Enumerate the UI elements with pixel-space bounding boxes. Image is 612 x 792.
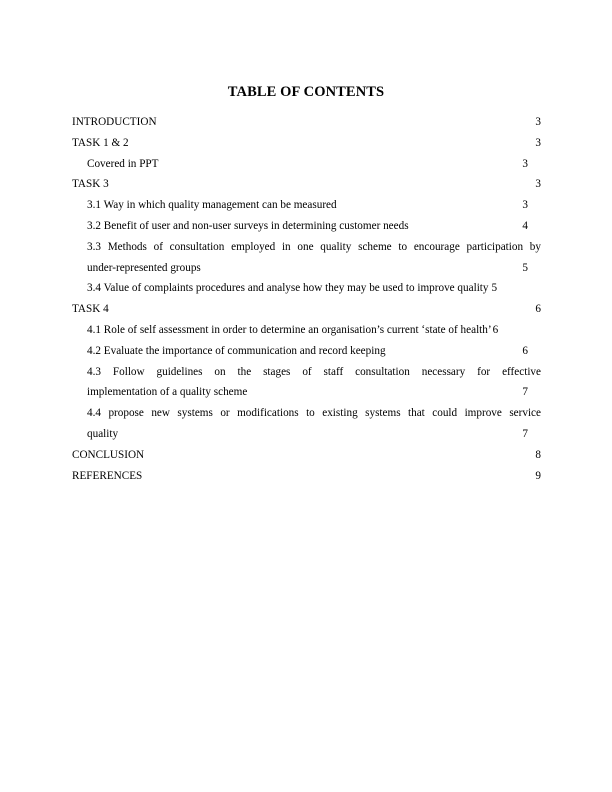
toc-entry-4-1[interactable] [72, 320, 528, 341]
toc-entry-label: 3.4 Value of complaints procedures and analyse how they may be used to improve quality [87, 282, 489, 295]
toc-page-number: 3 [535, 136, 541, 149]
toc-page-number: 5 [522, 261, 528, 274]
toc-entry-label-line1: 4.4 propose new systems or modifications to existing systems that could improve service [87, 407, 541, 420]
toc-page-number: 6 [535, 303, 541, 316]
toc-entry-label: 3.1 Way in which quality management can be measured [87, 199, 337, 212]
toc-entry-line2 [72, 424, 528, 445]
toc-page-number: 6 [492, 323, 499, 336]
toc-entry-introduction[interactable] [72, 112, 541, 133]
toc-entry-label-line1: 4.3 Follow guidelines on the stages of staff consultation necessary for effective [87, 365, 541, 378]
toc-entry-label: 4.2 Evaluate the importance of communication and record keeping [87, 344, 386, 357]
toc-page-number: 9 [535, 469, 541, 482]
toc-entry-3-3[interactable] [72, 237, 541, 279]
toc-entry-task-1-2[interactable] [72, 133, 541, 154]
toc-entry-label: 4.1 Role of self assessment in order to determine an organisation’s current ‘state of health’ [87, 323, 492, 336]
toc-entry-label-line2: under-represented groups [87, 261, 201, 274]
toc-entry-label: TASK 4 [72, 303, 109, 316]
toc-entry-4-3[interactable] [72, 362, 541, 404]
toc-entry-3-4[interactable] [72, 278, 528, 299]
table-of-contents [72, 112, 541, 486]
toc-page-number: 3 [522, 199, 528, 212]
toc-entry-4-2[interactable] [72, 341, 528, 362]
toc-entry-task-3[interactable] [72, 174, 541, 195]
toc-page-number: 3 [535, 178, 541, 191]
toc-entry-3-2[interactable] [72, 216, 528, 237]
toc-page-number: 6 [522, 344, 528, 357]
toc-entry-conclusion[interactable] [72, 445, 541, 466]
toc-entry-label: TASK 3 [72, 178, 109, 191]
toc-entry-label-line1: 3.3 Methods of consultation employed in one quality scheme to encourage participation by [87, 240, 541, 253]
toc-entry-label-line2: quality [87, 427, 119, 440]
toc-page-number: 3 [535, 116, 541, 128]
toc-entry-label: INTRODUCTION [72, 116, 157, 128]
toc-page-number: 4 [522, 219, 528, 232]
toc-entry-references[interactable] [72, 466, 541, 487]
toc-entry-label: Covered in PPT [87, 157, 159, 170]
toc-entry-label: 3.2 Benefit of user and non-user surveys in determining customer needs [87, 219, 409, 232]
toc-entry-line2 [72, 382, 528, 403]
toc-page-number: 8 [535, 448, 541, 461]
toc-page-number: 7 [522, 386, 528, 399]
toc-entry-label: TASK 1 & 2 [72, 136, 129, 149]
toc-entry-3-1[interactable] [72, 195, 528, 216]
toc-entry-covered-in-ppt[interactable] [72, 154, 528, 175]
toc-page-number: 5 [491, 282, 498, 295]
toc-entry-label-line2: implementation of a quality scheme [87, 386, 248, 399]
toc-entry-task-4[interactable] [72, 299, 541, 320]
toc-page-number: 7 [522, 427, 528, 440]
toc-page-number: 3 [522, 157, 528, 170]
toc-entry-line2 [72, 258, 528, 279]
toc-title: TABLE OF CONTENTS [227, 84, 385, 100]
toc-entry-4-4[interactable] [72, 403, 541, 445]
toc-entry-label: REFERENCES [72, 469, 143, 482]
toc-entry-label: CONCLUSION [72, 448, 145, 461]
